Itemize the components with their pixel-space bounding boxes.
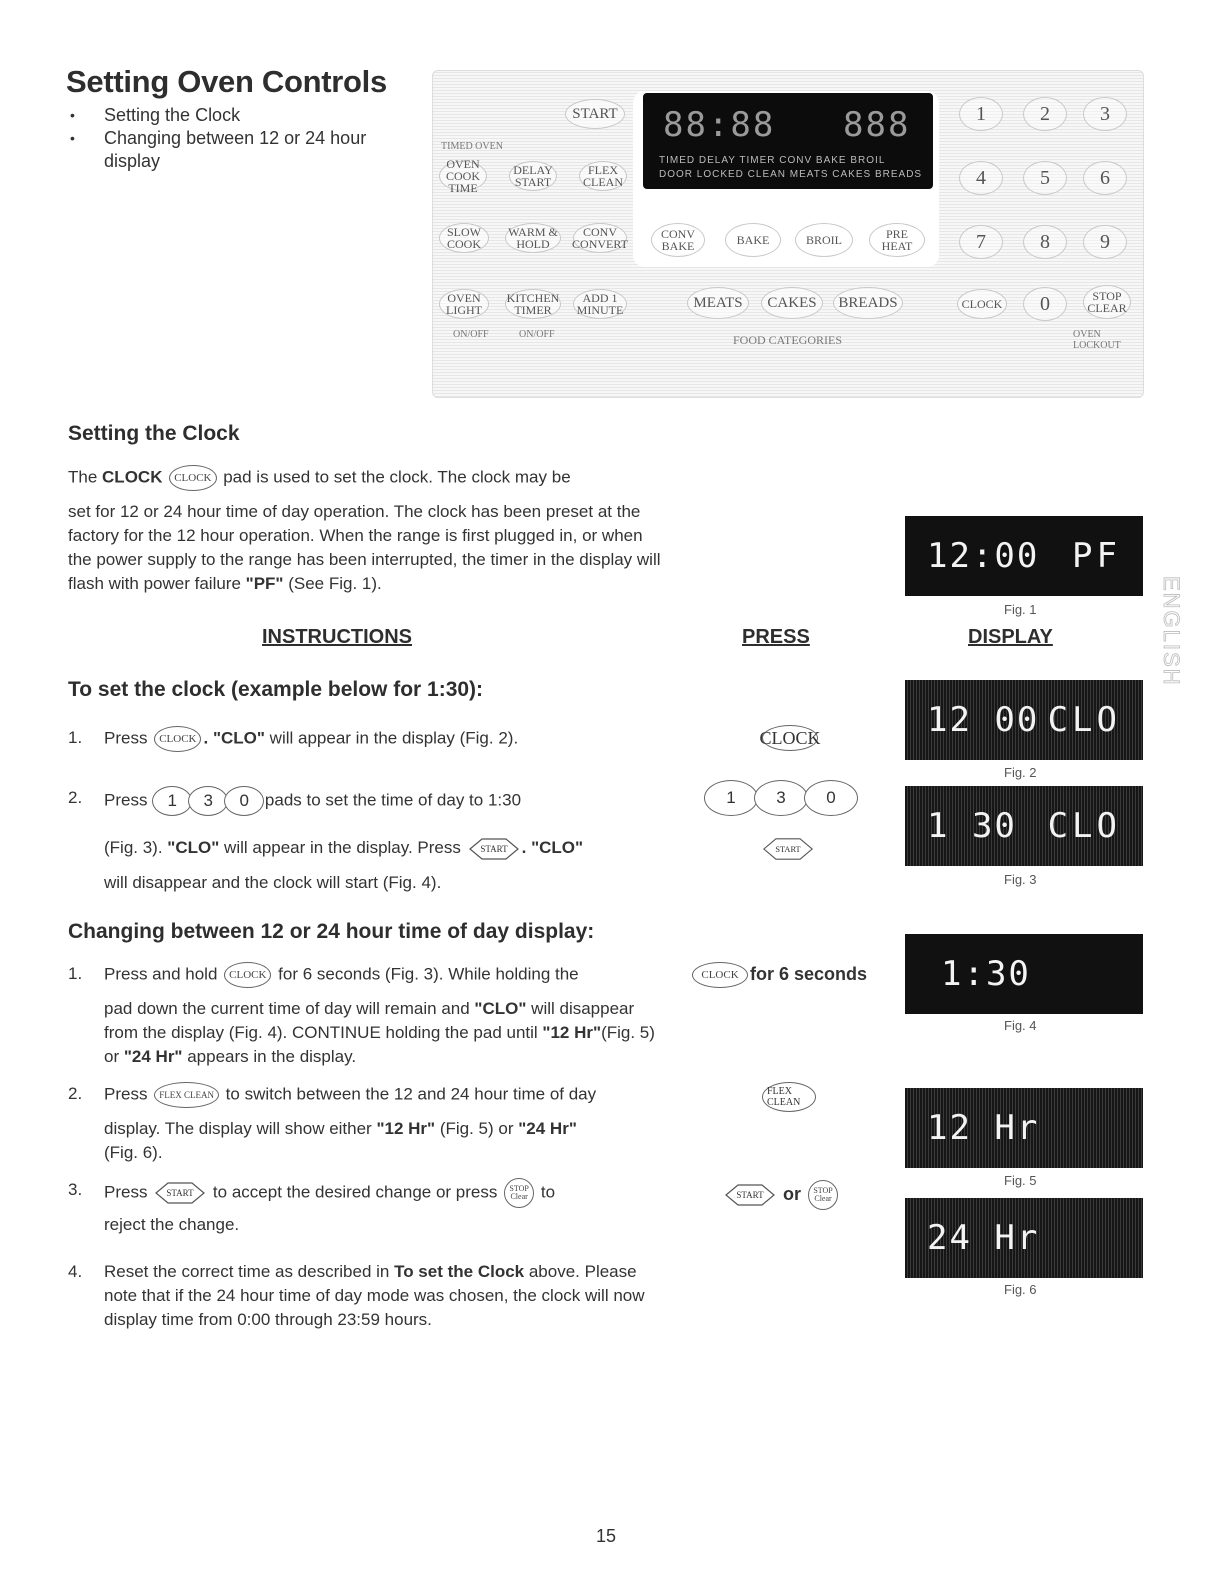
panel-flex-clean-button: FLEX CLEAN [579, 161, 627, 191]
press-number-pads [704, 780, 854, 816]
fig-6-caption: Fig. 6 [1004, 1282, 1037, 1297]
clock-intro-paragraph: set for 12 or 24 hour time of day operation. The clock has been preset at the factory for the 12 hour operation. When the range is first plugged in, or when the power supply to the range has been interrupted, the timer in the display will flash with power failure "PF" (See Fig. 1). [68, 502, 661, 593]
panel-oven-light-button: OVEN LIGHT [439, 289, 489, 319]
fig-5-caption: Fig. 5 [1004, 1173, 1037, 1188]
number-pad-0-icon: 0 [804, 780, 858, 816]
topic-item: • Setting the Clock [70, 104, 410, 127]
onoff-label: ON/OFF [519, 329, 555, 340]
start-pad-text: START [480, 843, 508, 854]
panel-add-minute-button: ADD 1 MINUTE [573, 289, 627, 319]
panel-key-0: 0 [1023, 287, 1067, 321]
display-right-digits: 888 [843, 105, 911, 145]
section-heading-setting-clock: Setting the Clock [68, 422, 240, 445]
panel-key-4: 4 [959, 161, 1003, 195]
panel-key-5: 5 [1023, 161, 1067, 195]
panel-key-9: 9 [1083, 225, 1127, 259]
start-pad-icon [468, 837, 520, 861]
start-pad-text: START [736, 1190, 764, 1200]
onoff-label: ON/OFF [453, 329, 489, 340]
press-clock-pad: CLOCK [762, 725, 818, 751]
panel-cakes-button: CAKES [761, 287, 823, 319]
lcd-fig-4: 1:30 [905, 934, 1143, 1014]
start-pad-text: START [775, 844, 801, 854]
flex-clean-pad-icon: FLEX CLEAN [154, 1082, 219, 1108]
lcd-fig-3: 1 30 CLO [905, 786, 1143, 866]
fig-1-caption: Fig. 1 [1004, 602, 1037, 617]
start-pad-text: START [166, 1188, 194, 1198]
number-pad-0-icon: 0 [224, 786, 264, 816]
press-start-pad [762, 837, 814, 861]
press-start-or-stop: START or STOP Clear [722, 1180, 840, 1210]
panel-key-8: 8 [1023, 225, 1067, 259]
panel-oven-cook-time-button: OVEN COOK TIME [439, 161, 487, 191]
lcd-fig-6: 24 Hr [905, 1198, 1143, 1278]
clock-pad-icon: CLOCK [154, 726, 201, 752]
lcd-fig-1: 12:00 PF [905, 516, 1143, 596]
panel-broil-button: BROIL [795, 223, 853, 257]
start-pad-icon [154, 1181, 206, 1205]
panel-preheat-button: PRE HEAT [869, 223, 925, 257]
panel-key-6: 6 [1083, 161, 1127, 195]
panel-start-button: START [565, 99, 625, 129]
panel-key-7: 7 [959, 225, 1003, 259]
page-number: 15 [595, 1526, 617, 1546]
panel-key-1: 1 [959, 97, 1003, 131]
section-heading-change-mode: Changing between 12 or 24 hour time of day display: [68, 920, 595, 943]
number-pad-3-icon: 3 [754, 780, 808, 816]
start-pad-icon [724, 1183, 776, 1207]
control-panel-illustration [432, 70, 1144, 398]
display-indicator-row: TIMED DELAY TIMER CONV BAKE BROIL [659, 155, 886, 166]
panel-clock-button: CLOCK [957, 289, 1007, 319]
oven-lockout-label: OVEN LOCKOUT [1073, 329, 1121, 351]
panel-breads-button: BREADS [833, 287, 903, 319]
display-indicator-row: DOOR LOCKED CLEAN MEATS CAKES BREADS [659, 169, 923, 180]
section-heading-set-clock: To set the clock (example below for 1:30): [68, 678, 484, 701]
panel-kitchen-timer-button: KITCHEN TIMER [506, 291, 560, 317]
panel-delay-start-button: DELAY START [509, 161, 557, 191]
number-pad-1-icon: 1 [152, 786, 192, 816]
panel-key-2: 2 [1023, 97, 1067, 131]
lcd-fig-2: 12 00 CLO [905, 680, 1143, 760]
lcd-fig-5: 12 Hr [905, 1088, 1143, 1168]
number-pad-3-icon: 3 [188, 786, 228, 816]
topic-item: • Changing between 12 or 24 hour display [70, 127, 410, 173]
display-digits: 88:88 [663, 105, 776, 145]
fig-4-caption: Fig. 4 [1004, 1018, 1037, 1033]
topic-list [70, 104, 410, 173]
stop-clear-pad-icon: STOP Clear [504, 1178, 534, 1208]
clock-pad-icon: CLOCK [224, 962, 271, 988]
panel-warm-hold-button: WARM & HOLD [505, 223, 561, 253]
number-pad-1-icon: 1 [704, 780, 758, 816]
panel-conv-bake-button: CONV BAKE [651, 223, 705, 257]
panel-conv-convert-button: CONV CONVERT [572, 225, 628, 251]
panel-bake-button: BAKE [725, 223, 781, 257]
clock-intro-line: The CLOCK CLOCK pad is used to set the clock. The clock may be [68, 465, 668, 491]
press-clock-hold: CLOCK for 6 seconds [690, 962, 867, 988]
panel-slow-cook-button: SLOW COOK [439, 223, 489, 253]
page-title: Setting Oven Controls [66, 64, 387, 99]
clock-pad-icon: CLOCK [169, 465, 216, 491]
stop-clear-pad-icon: STOP Clear [808, 1180, 838, 1210]
fig-2-caption: Fig. 2 [1004, 765, 1037, 780]
panel-meats-button: MEATS [687, 287, 749, 319]
panel-key-3: 3 [1083, 97, 1127, 131]
panel-display [643, 93, 933, 189]
side-tab-text: ENGLISH [1159, 576, 1184, 687]
press-column-heading: PRESS [742, 626, 810, 648]
press-flex-clean-pad: FLEX CLEAN [762, 1082, 816, 1112]
food-categories-label: FOOD CATEGORIES [733, 333, 843, 347]
timed-oven-label: TIMED OVEN [441, 141, 503, 152]
display-column-heading: DISPLAY [968, 626, 1053, 648]
clock-pad-icon: CLOCK [692, 962, 748, 988]
fig-3-caption: Fig. 3 [1004, 872, 1037, 887]
instructions-column-heading: INSTRUCTIONS [262, 626, 412, 648]
side-tab-english [1150, 572, 1190, 712]
panel-stop-clear-button: STOP CLEAR [1083, 285, 1131, 319]
